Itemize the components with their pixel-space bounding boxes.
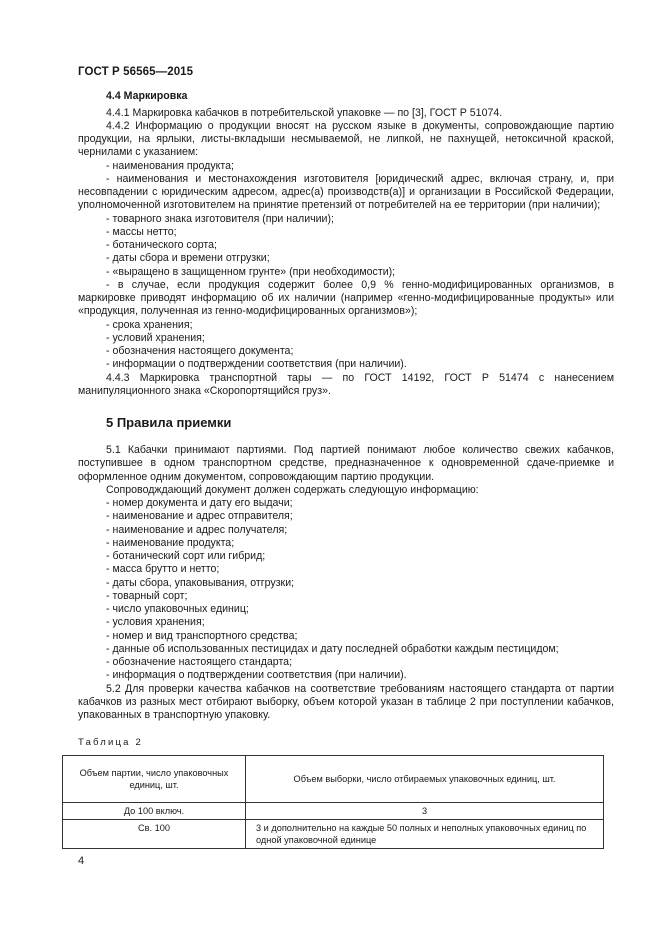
list-item: - номер документа и дату его выдачи; [106, 497, 293, 509]
list-item: - ботанического сорта; [106, 239, 217, 251]
list-item: - масса брутто и нетто; [106, 563, 220, 576]
list-item: - наименование и адрес отправителя; [106, 510, 293, 523]
list-item: - наименования и местонахождения изготовителя [юридический адрес, включая страну, и, при несовпадении с юридическим адресом, адрес(а) производств(а)] и организации в Российской Федерации, уполномоченной изготовителем на принятие претензий от потребителей на ее территории (при наличии); [78, 172, 614, 212]
list-item: - номер и вид транспортного средства; [106, 629, 298, 642]
list-item: - даты сбора, упаковывания, отгрузки; [106, 576, 295, 589]
list-item: - товарный сорт; [106, 589, 188, 602]
paragraph-5-1-info: Сопроводждающий документ должен содержать следующую информацию: [106, 483, 479, 496]
section-4-4-title: 4.4 Маркировка [106, 90, 188, 102]
document-info-list [78, 497, 614, 683]
table-row [63, 819, 604, 848]
list-item: - обозначение настоящего стандарта; [106, 656, 293, 668]
marking-list [78, 160, 614, 372]
list-item: - условий хранения; [106, 331, 205, 344]
table-cell: 3 [246, 802, 604, 819]
table-row [63, 802, 604, 819]
list-item: - наименование и адрес получателя; [106, 523, 288, 536]
table-header-row [63, 755, 604, 802]
paragraph-5-2: 5.2 Для проверки качества кабачков на соответствие требованиям настоящего стандарта от партии кабачков из разных мест отбирают выборку, объем которой указан в таблице 2 при поступлении кабачков, упакованных в транспортную упаковку. [78, 682, 614, 721]
list-item: - информация о подтверждении соответствия (при наличии). [106, 669, 407, 682]
table-caption: Таблица 2 [78, 737, 143, 749]
list-item: - число упаковочных единиц; [106, 603, 249, 615]
list-item: - даты сбора и времени отгрузки; [106, 252, 270, 265]
paragraph-4-4-3: 4.4.3 Маркировка транспортной тары — по ГОСТ 14192, ГОСТ Р 51474 с нанесением манипуляционного знака «Скоропортящийся груз». [78, 371, 614, 397]
table-header-cell: Объем выборки, число отбираемых упаковочных единиц, шт. [246, 755, 604, 802]
section-5-title: 5 Правила приемки [106, 415, 232, 430]
list-item: - данные об использованных пестицидах и дату последней обработки каждым пестицидом; [106, 642, 559, 655]
list-item: - условия хранения; [106, 616, 205, 629]
table-cell: Св. 100 [63, 819, 246, 848]
sample-size-table [62, 755, 604, 849]
list-item: - информации о подтверждении соответствия (при наличии). [106, 358, 407, 371]
list-item: - срока хранения; [106, 318, 193, 331]
list-item: - товарного знака изготовителя (при наличии); [106, 212, 334, 225]
standard-header: ГОСТ Р 56565—2015 [78, 66, 194, 78]
list-item: - обозначения настоящего документа; [106, 345, 294, 357]
list-item: - в случае, если продукция содержит более 0,9 % генно-модифицированных организмов, в маркировке приводят информацию об их наличии (например «генно-модифицированные продукты» или «продукция, полученная из генно-модифицированных организмов»); [78, 278, 614, 318]
page-number: 4 [78, 855, 85, 867]
list-item: - «выращено в защищенном грунте» (при необходимости); [106, 265, 396, 278]
paragraph-4-4-2: 4.4.2 Информацию о продукции вносят на русском языке в документы, сопровождающие партию продукции, на ярлыки, листы-вкладыши несмываемой, не липкой, не пахнущей, нетоксичной краской, чернилами с указанием: [78, 119, 614, 159]
list-item: - ботанический сорт или гибрид; [106, 550, 266, 562]
page-content [78, 90, 614, 849]
paragraph-4-4-1: 4.4.1 Маркировка кабачков в потребительской упаковке — по [3], ГОСТ Р 51074. [106, 106, 503, 119]
paragraph-5-1: 5.1 Кабачки принимают партиями. Под партией понимают любое количество свежих кабачков, поступившее в одном транспортном средстве, предназначенное к одновременной сдаче-приемке и оформленное одним документом, сопровождающим партию продукции. [78, 444, 614, 483]
table-cell: До 100 включ. [63, 802, 246, 819]
table-cell: 3 и дополнительно на каждые 50 полных и неполных упаковочных единиц по одной упаковочной единице [246, 819, 604, 848]
list-item: - массы нетто; [106, 225, 177, 238]
table-header-cell: Объем партии, число упаковочных единиц, шт. [63, 755, 246, 802]
list-item: - наименование продукта; [106, 536, 235, 549]
list-item: - наименования продукта; [106, 159, 234, 172]
